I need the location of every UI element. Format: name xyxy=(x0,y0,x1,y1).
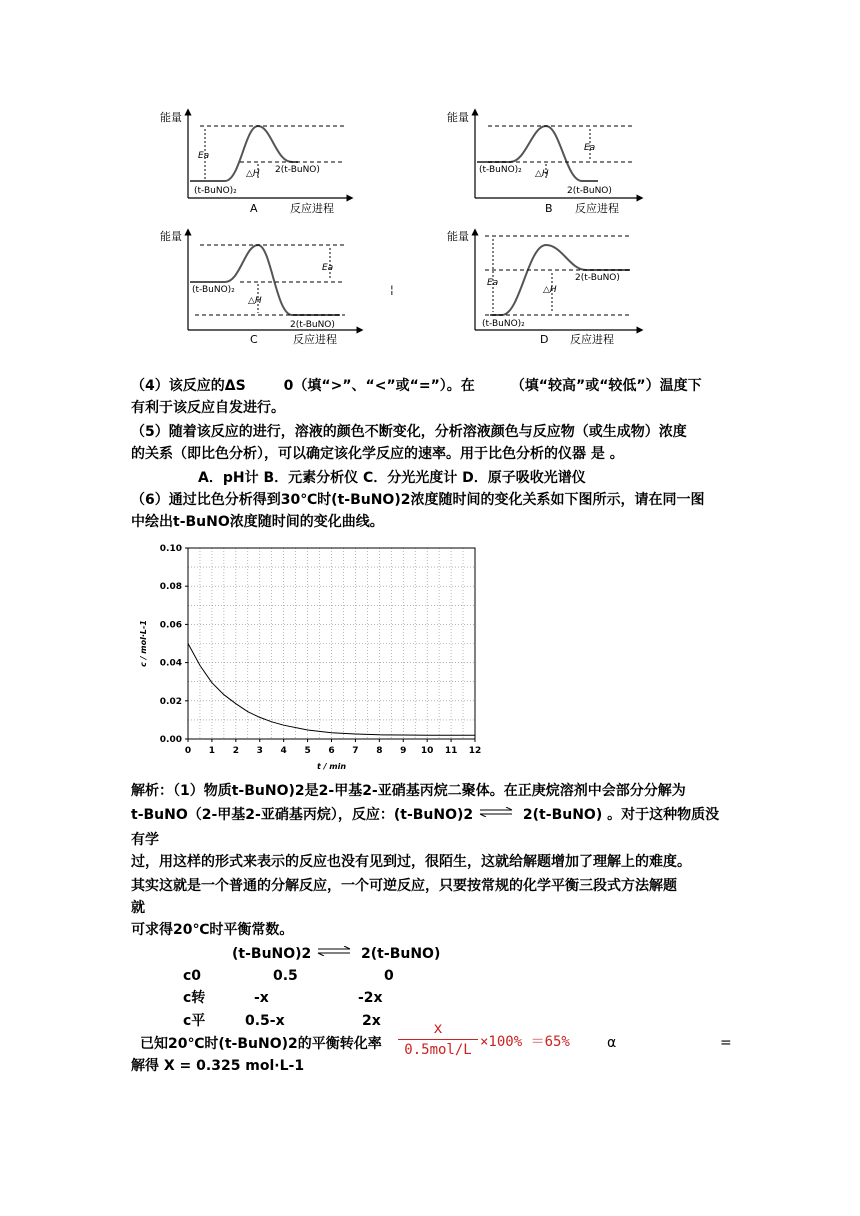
row-cp-b: 2x xyxy=(362,1013,381,1029)
row-cz-a: -x xyxy=(254,990,269,1006)
equation-line: (t-BuNO)2 2(t-BuNO) xyxy=(232,944,440,964)
x-axis-label: 反应进程 xyxy=(575,202,619,215)
dh-label: △H xyxy=(246,169,260,179)
x-tick-label: 8 xyxy=(376,746,383,756)
y-axis-label: 能量 xyxy=(447,111,469,124)
ea-label: Ea xyxy=(198,151,210,161)
diagram-b xyxy=(447,110,640,215)
x-tick-label: 3 xyxy=(256,746,263,756)
q4-line: （4）该反应的ΔS 0（填“>”、“<”或“=”）。在 （填“较高”或“较低”）温度下 xyxy=(131,378,702,394)
diagram-a xyxy=(160,110,350,215)
conversion-formula xyxy=(398,1019,598,1063)
diagram-letter: D xyxy=(540,333,549,346)
reactant-label: (t-BuNO)₂ xyxy=(482,319,525,329)
reactant-label: (t-BuNO)₂ xyxy=(479,165,522,175)
known-line: 已知20℃时(t-BuNO)2的平衡转化率 xyxy=(140,1036,382,1052)
x-tick-label: 5 xyxy=(304,746,311,756)
y-axis-label: c / mol·L-1 xyxy=(139,620,148,667)
y-tick-label: 0.08 xyxy=(159,582,182,593)
row-c0-a: 0.5 xyxy=(273,968,298,984)
row-cp-label: c平 xyxy=(183,1013,206,1029)
y-axis-label: 能量 xyxy=(447,230,469,243)
x-tick-label: 12 xyxy=(468,746,482,756)
row-c0-b: 0 xyxy=(384,968,394,984)
energy-diagrams xyxy=(0,0,860,360)
x-axis-label: 反应进程 xyxy=(293,333,337,346)
analysis-line-7: 可求得20℃时平衡常数。 xyxy=(131,922,294,938)
diagram-letter: A xyxy=(250,202,258,215)
x-tick-label: 9 xyxy=(400,746,407,756)
ea-label: Ea xyxy=(584,143,596,153)
dot-mark: ¦ xyxy=(390,283,394,296)
analysis-line-1: 解析：（1）物质t-BuNO)2是2-甲基2-亚硝基丙烷二聚体。在正庚烷溶剂中会部分分解为 xyxy=(131,783,686,799)
row-cz-label: c转 xyxy=(183,990,206,1006)
diagram-d xyxy=(447,229,640,346)
q5-options: A．pH计 B．元素分析仪 C．分光光度计 D．原子吸收光谱仪 xyxy=(198,470,586,486)
y-tick-label: 0.02 xyxy=(159,696,182,707)
x-tick-label: 6 xyxy=(328,746,335,756)
equilibrium-arrow-icon xyxy=(316,942,356,962)
reactant-label: (t-BuNO)₂ xyxy=(192,285,235,295)
analysis-line-3: 有学 xyxy=(131,832,159,848)
x-tick-label: 10 xyxy=(420,746,434,756)
equilibrium-arrow-icon xyxy=(478,803,518,823)
row-cz-b: -2x xyxy=(358,990,383,1006)
diagram-letter: C xyxy=(250,333,258,346)
q5-line-1: （5）随着该反应的进行，溶液的颜色不断变化，分析溶液颜色与反应物（或生成物）浓度 xyxy=(131,424,687,440)
x-tick-label: 11 xyxy=(444,746,458,756)
x-tick-label: 0 xyxy=(184,746,192,756)
x-tick-label: 7 xyxy=(352,746,359,756)
dh-label: △H xyxy=(535,169,549,179)
y-tick-label: 0.10 xyxy=(159,544,182,554)
fraction-bar xyxy=(398,1039,478,1040)
analysis-line-2: t-BuNO（2-甲基2-亚硝基丙烷），反应：(t-BuNO)2 2(t-BuNO) 。对于这种物质没 xyxy=(131,805,719,825)
fraction-denominator: 0.5mol/L xyxy=(404,1042,472,1058)
product-label: 2(t-BuNO) xyxy=(275,165,320,175)
diagram-letter: B xyxy=(545,202,553,215)
x-axis-label: 反应进程 xyxy=(290,202,334,215)
analysis-line-4: 过，用这样的形式来表示的反应也没有见到过，很陌生，这就给解题增加了理解上的难度。 xyxy=(131,854,691,870)
alpha-symbol: α xyxy=(607,1035,617,1051)
q4-line-2: 有利于该反应自发进行。 xyxy=(131,400,285,416)
product-label: 2(t-BuNO) xyxy=(575,273,620,283)
analysis-line-6: 就 xyxy=(131,900,145,916)
row-c0-label: c0 xyxy=(183,968,202,984)
diagram-c xyxy=(160,229,360,346)
q6-line-1: （6）通过比色分析得到30℃时(t-BuNO)2浓度随时间的变化关系如下图所示，请在同一图 xyxy=(131,492,705,508)
y-tick-label: 0.06 xyxy=(159,620,182,631)
x-axis-label: 反应进程 xyxy=(570,333,614,346)
product-label: 2(t-BuNO) xyxy=(567,186,612,196)
fraction-numerator: x xyxy=(433,1019,443,1037)
equals-sign: = xyxy=(720,1035,732,1051)
solve-line: 解得 X = 0.325 mol·L-1 xyxy=(131,1058,305,1074)
ea-label: Ea xyxy=(487,278,499,288)
x-tick-label: 4 xyxy=(280,746,287,756)
row-cp-a: 0.5-x xyxy=(245,1013,285,1029)
y-tick-label: 0.00 xyxy=(159,735,182,745)
dh-label: △H xyxy=(248,296,262,306)
x-tick-label: 2 xyxy=(232,746,239,756)
analysis-line-5: 其实这就是一个普通的分解反应，一个可逆反应，只要按常规的化学平衡三段式方法解题 xyxy=(131,878,677,894)
ea-label: Ea xyxy=(322,263,334,273)
y-axis-label: 能量 xyxy=(160,230,182,243)
fraction-tail: ×100% ＝65% xyxy=(480,1034,570,1050)
reactant-label: (t-BuNO)₂ xyxy=(194,186,237,196)
dh-label: △H xyxy=(543,285,557,295)
x-axis-label: t / min xyxy=(316,762,347,771)
concentration-chart xyxy=(130,542,490,772)
y-axis-label: 能量 xyxy=(160,111,182,124)
q6-line-2: 中绘出t-BuNO浓度随时间的变化曲线。 xyxy=(131,514,384,530)
product-label: 2(t-BuNO) xyxy=(290,320,335,330)
x-tick-label: 1 xyxy=(208,746,216,756)
q5-line-2: 的关系（即比色分析），可以确定该化学反应的速率。用于比色分析的仪器 是 。 xyxy=(131,446,624,462)
y-tick-label: 0.04 xyxy=(159,658,182,669)
